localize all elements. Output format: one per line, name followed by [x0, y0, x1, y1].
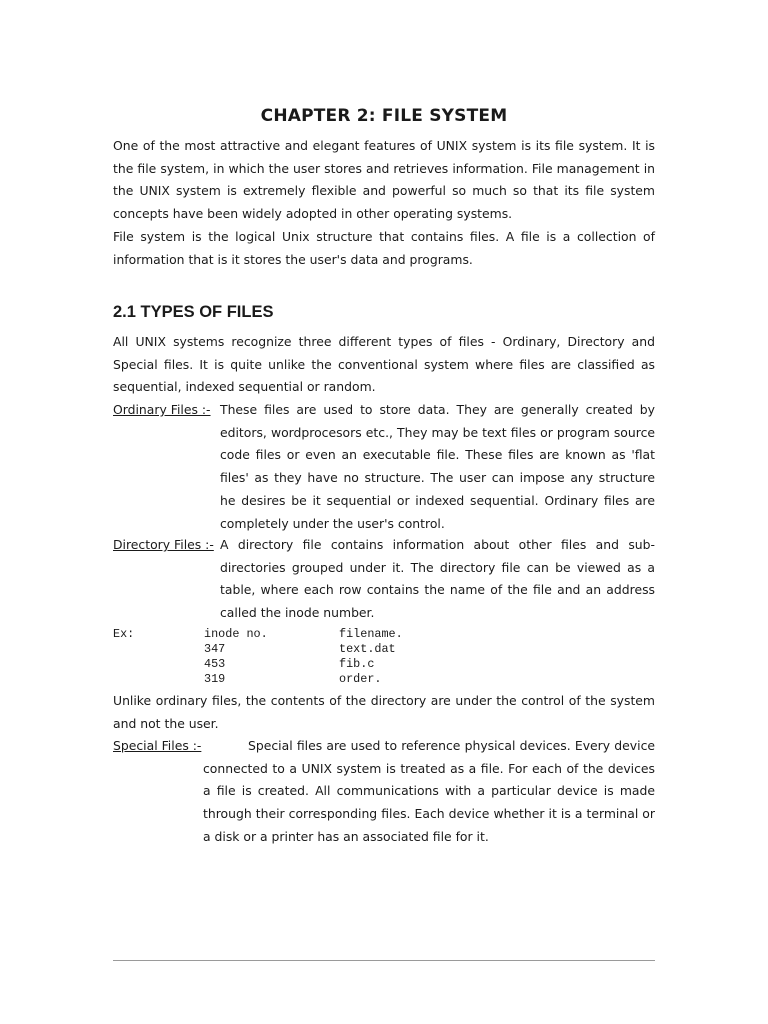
table-row: [113, 672, 655, 687]
example-label: Ex:: [113, 627, 135, 641]
example-header-row: [113, 627, 655, 642]
special-files-definition: [113, 735, 655, 849]
filename-cell: fib.c: [339, 657, 375, 671]
inode-cell: 347: [204, 642, 226, 656]
filename-column-header: filename.: [339, 627, 403, 641]
intro-paragraph-2: File system is the logical Unix structure that contains files. A file is a collection of information that is it stores the user's data and programs.: [113, 228, 655, 267]
filename-cell: text.dat: [339, 642, 396, 656]
section-intro-paragraph: All UNIX systems recognize three different types of files - Ordinary, Directory and Special files. It is quite unlike the conventional system where files are classified as sequential, indexed sequential or random.: [113, 334, 655, 395]
section-heading: 2.1 TYPES OF FILES: [113, 303, 274, 321]
intro-section: [113, 135, 655, 271]
footer-rule: [113, 960, 655, 961]
special-files-text: Special files are used to reference physical devices. Every device connected to a UNIX system is treated as a file. For each of the devices a file is created. All communications with a particular device is made through their corresponding files. Each device whether it is a terminal or a disk or a printer has an associated file for it.: [203, 738, 655, 844]
ordinary-files-definition: [113, 399, 655, 535]
special-files-term: Special Files :-: [113, 738, 202, 753]
chapter-title: CHAPTER 2: FILE SYSTEM: [260, 106, 508, 126]
table-row: [113, 642, 655, 657]
directory-files-definition: [113, 534, 655, 625]
after-example-paragraph: Unlike ordinary files, the contents of the directory are under the control of the system and not the user.: [113, 693, 655, 731]
ordinary-files-body: These files are used to store data. They are generally created by editors, wordprocesors etc., They may be text files or program source code files or even an executable file. These files are known as 'flat files' as they have no structure. The user can impose any structure he desires be it sequential or indexed sequential. Ordinary files are completely under the user's control.: [220, 402, 655, 531]
inode-cell: 319: [204, 672, 226, 686]
inode-cell: 453: [204, 657, 226, 671]
inode-example-table: [113, 627, 655, 687]
intro-paragraph-1: One of the most attractive and elegant features of UNIX system is its file system. It is the file system, in which the user stores and retrieves information. File management in the UNIX system is extremely flexible and powerful so much so that its file system concepts have been widely adopted in other operating systems.: [113, 138, 655, 222]
ordinary-files-term: Ordinary Files :-: [113, 402, 211, 417]
special-files-body: [203, 735, 655, 849]
table-row: [113, 657, 655, 672]
directory-files-term: Directory Files :-: [113, 537, 214, 552]
inode-column-header: inode no.: [204, 627, 268, 641]
filename-cell: order.: [339, 672, 382, 686]
directory-files-body: A directory file contains information about other files and sub-directories grouped under it. The directory file can be viewed as a table, where each row contains the name of the file and an address called the inode number.: [220, 537, 655, 621]
